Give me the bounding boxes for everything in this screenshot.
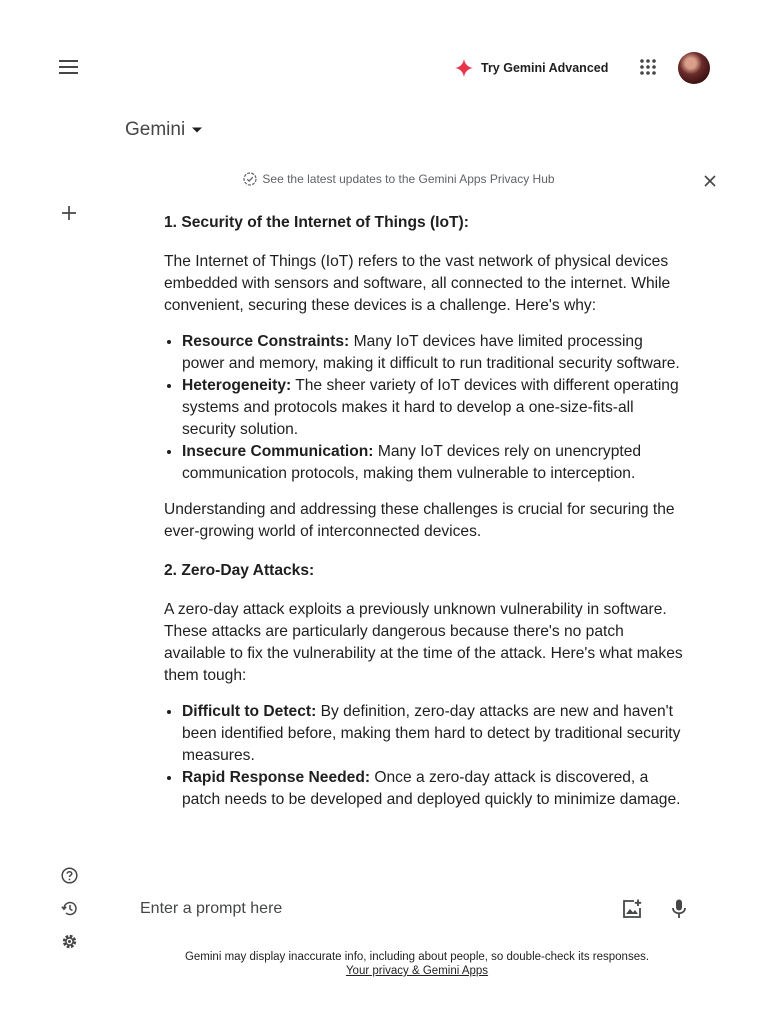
list-item (182, 375, 684, 441)
apps-grid-icon (640, 59, 656, 75)
shield-check-icon (243, 172, 257, 186)
list-item (182, 767, 684, 811)
settings-button[interactable] (58, 930, 80, 952)
section-heading: 2. Zero-Day Attacks: (164, 562, 315, 579)
gemini-spark-icon (455, 59, 473, 77)
list-item-term: Heterogeneity: (182, 377, 292, 394)
help-icon (61, 867, 78, 884)
list-item-text: By definition, zero-day attacks are new and haven't been identified before, making them hard to detect by traditional security measures. (182, 703, 681, 764)
list-item-term: Resource Constraints: (182, 333, 350, 350)
section-heading: 1. Security of the Internet of Things (IoT): (164, 214, 469, 231)
try-gemini-advanced-label: Try Gemini Advanced (481, 61, 609, 75)
add-image-icon (622, 899, 642, 919)
bullet-list (164, 331, 684, 485)
new-chat-button[interactable] (58, 202, 80, 224)
voice-input-button[interactable] (666, 896, 692, 922)
list-item-term: Insecure Communication: (182, 443, 374, 460)
model-response (164, 209, 684, 837)
history-icon (61, 900, 78, 917)
paragraph: Understanding and addressing these challenges is crucial for securing the ever-growing world of interconnected devices. (164, 501, 675, 540)
activity-button[interactable] (58, 897, 80, 919)
help-button[interactable] (58, 864, 80, 886)
privacy-link[interactable]: Your privacy & Gemini Apps (345, 965, 489, 977)
paragraph: A zero-day attack exploits a previously unknown vulnerability in software. These attacks are particularly dangerous because there's no patch available to fix the vulnerability at the time of the attack. Here's what makes them tough: (164, 601, 683, 684)
caret-down-icon (191, 126, 203, 134)
paragraph: The Internet of Things (IoT) refers to the vast network of physical devices embedded with sensors and software, all connected to the internet. While convenient, securing these devices is a challenge. Here's why: (164, 253, 671, 314)
prompt-input[interactable] (140, 897, 580, 921)
list-item-text: Many IoT devices rely on unencrypted communication protocols, making them vulnerable to interception. (182, 443, 642, 482)
list-item (182, 441, 684, 485)
plus-icon (62, 206, 76, 220)
account-avatar[interactable] (678, 52, 710, 84)
list-item-text: The sheer variety of IoT devices with different operating systems and protocols makes it hard to develop a one-size-fits-all security solution. (182, 377, 679, 438)
list-item (182, 701, 684, 767)
list-item-term: Difficult to Detect: (182, 703, 317, 720)
upload-image-button[interactable] (619, 896, 645, 922)
list-item-text: Once a zero-day attack is discovered, a patch needs to be developed and deployed quickly to minimize damage. (182, 769, 681, 808)
model-switcher[interactable] (125, 119, 203, 141)
menu-icon (59, 60, 79, 74)
list-item (182, 331, 684, 375)
google-apps-button[interactable] (634, 53, 662, 81)
list-item-text: Many IoT devices have limited processing power and memory, making it difficult to run traditional security software. (182, 333, 680, 372)
disclaimer-text: Gemini may display inaccurate info, including about people, so double-check its responses. (184, 951, 650, 963)
list-item-term: Rapid Response Needed: (182, 769, 371, 786)
close-icon (704, 175, 716, 187)
gear-icon (61, 933, 78, 950)
disclaimer (0, 950, 768, 978)
try-gemini-advanced-button[interactable] (455, 56, 608, 80)
privacy-notice-text: See the latest updates to the Gemini Apps Privacy Hub (262, 172, 555, 186)
model-name: Gemini (125, 119, 186, 140)
close-notice-button[interactable] (699, 170, 721, 192)
main-menu-button[interactable] (54, 52, 84, 82)
mic-icon (671, 899, 687, 919)
privacy-notice (0, 172, 768, 186)
bullet-list (164, 701, 684, 811)
